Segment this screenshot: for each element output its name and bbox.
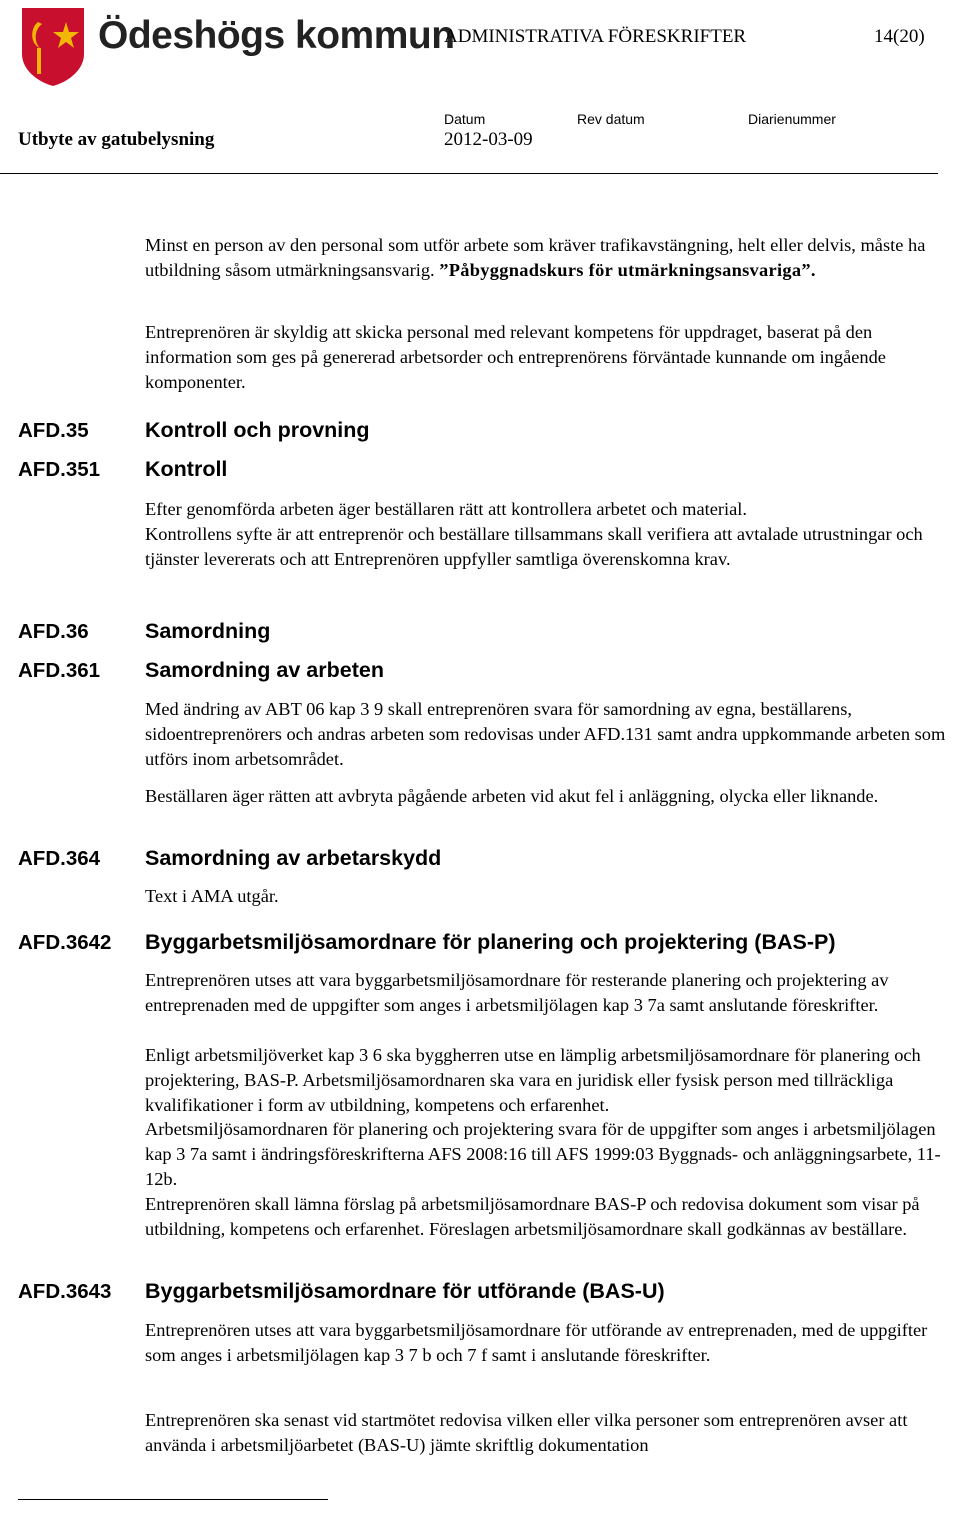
section-number: AFD.361 <box>18 659 101 682</box>
section-heading: Samordning av arbeten <box>145 658 384 682</box>
municipality-logo-icon <box>16 4 90 88</box>
section-number: AFD.351 <box>18 458 101 481</box>
reg-no-label: Diarienummer <box>748 111 836 127</box>
body-paragraph: Entreprenören utses att vara byggarbetsmiljösamordnare för resterande planering och projektering av entreprenaden med de uppgifter som anges i arbetsmiljölagen kap 3 7a samt anslutande föreskrifter. <box>145 970 889 1015</box>
org-name: Ödeshögs kommun <box>98 14 455 57</box>
body-paragraph: Entreprenören skall lämna förslag på arbetsmiljösamordnare BAS-P och redovisa dokument som visar på utbildning, kompetens och erfarenhet. Föreslagen arbetsmiljösamordnare skall godkännas av beställare. <box>145 1194 920 1239</box>
section-number: AFD.364 <box>18 847 101 870</box>
body-paragraph: Efter genomförda arbeten äger beställaren rätt att kontrollera arbetet och material. <box>145 499 747 519</box>
body-paragraph: Text i AMA utgår. <box>145 886 279 906</box>
section-number: AFD.35 <box>18 419 89 442</box>
intro-course-name: ”Påbyggnadskurs för utmärkningsansvariga”. <box>439 260 816 280</box>
section-number: AFD.36 <box>18 620 89 643</box>
doc-type: ADMINISTRATIVA FÖRESKRIFTER <box>444 26 747 47</box>
section-number: AFD.3642 <box>18 931 112 954</box>
section-heading: Byggarbetsmiljösamordnare för planering och projektering (BAS-P) <box>145 930 836 954</box>
section-number: AFD.3643 <box>18 1280 112 1303</box>
footer-divider <box>18 1499 328 1500</box>
page-number: 14(20) <box>874 26 925 47</box>
body-paragraph: Arbetsmiljösamordnaren för planering och projektering svara för de uppgifter som anges i arbetsmiljölagen kap 3 7a samt i ändringsföreskrifterna AFS 2008:16 till AFS 1999:03 Byggnads- och anläggningsarbete, 11-12b. <box>145 1119 941 1189</box>
intro-paragraph-2: Entreprenören är skyldig att skicka personal med relevant kompetens för uppdraget, baserat på den information som ges på genererad arbetsorder och entreprenörens förväntade kunnande om ingående komponenter. <box>145 322 886 392</box>
rev-date-label: Rev datum <box>577 111 645 127</box>
body-paragraph: Beställaren äger rätten att avbryta pågående arbeten vid akut fel i anläggning, olycka eller liknande. <box>145 786 879 806</box>
date-label: Datum <box>444 111 486 127</box>
section-heading: Kontroll och provning <box>145 418 370 442</box>
date-value: 2012-03-09 <box>444 129 533 150</box>
doc-title: Utbyte av gatubelysning <box>18 129 215 150</box>
header-divider <box>0 173 938 174</box>
section-heading: Byggarbetsmiljösamordnare för utförande (BAS-U) <box>145 1279 665 1303</box>
section-heading: Samordning <box>145 619 271 643</box>
section-heading: Kontroll <box>145 457 228 481</box>
intro-paragraph-1 <box>145 233 950 283</box>
body-paragraph: Kontrollens syfte är att entreprenör och beställare tillsammans skall verifiera att avtalade utrustningar och tjänster levererats och att Entreprenören uppfyller samtliga överenskomna krav. <box>145 524 923 569</box>
section-heading: Samordning av arbetarskydd <box>145 846 442 870</box>
body-paragraph: Med ändring av ABT 06 kap 3 9 skall entreprenören svara för samordning av egna, beställarens, sidoentreprenörers och andras arbeten som redovisas under AFD.131 samt andra uppkommande arbeten som utförs inom arbetsområdet. <box>145 699 946 769</box>
body-paragraph: Entreprenören utses att vara byggarbetsmiljösamordnare för utförande av entreprenaden, med de uppgifter som anges i arbetsmiljölagen kap 3 7 b och 7 f samt i anslutande föreskrifter. <box>145 1320 928 1365</box>
body-paragraph: Enligt arbetsmiljöverket kap 3 6 ska byggherren utse en lämplig arbetsmiljösamordnare för planering och projektering, BAS-P. Arbetsmiljösamordnaren ska vara en juridisk eller fysisk person med tillräckliga kvalifikationer i form av utbildning, kompetens och erfarenhet. <box>145 1045 921 1115</box>
body-paragraph: Entreprenören ska senast vid startmötet redovisa vilken eller vilka personer som entreprenören avser att använda i arbetsmiljöarbetet (BAS-U) jämte skriftlig dokumentation <box>145 1410 908 1455</box>
intro-text: Minst en person av den personal som utför arbete som kräver trafikavstängning, helt eller delvis, måste ha utbildning såsom utmärkningsansvarig. <box>145 235 926 280</box>
